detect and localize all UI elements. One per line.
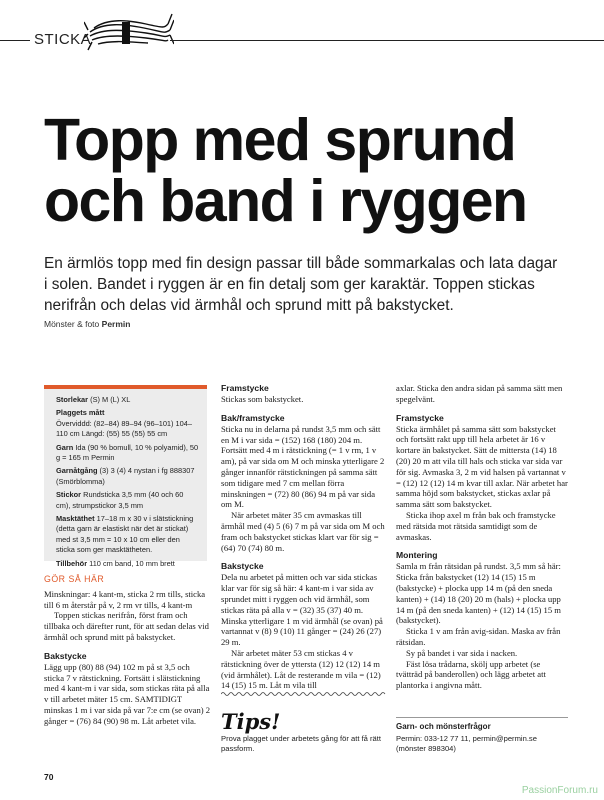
paragraph: axlar. Sticka den andra sidan på samma sätt men spegelvänt. xyxy=(396,383,563,404)
spec-label: Masktäthet xyxy=(56,514,95,524)
spec-item xyxy=(56,395,199,405)
yarn-skein-icon xyxy=(84,10,174,56)
page-number: 70 xyxy=(44,772,54,782)
spec-text: (S) M (L) XL xyxy=(90,395,131,404)
paragraph: Dela nu arbetet på mitten och var sida stickas klar var för sig så här: 4 kant-m i var sida av sprundet mitt i ryggen och vid ärmhål, som stickas räta på alla v = (32) 35 (37) 40 m. Minska ytterligare 1 m vid ärmhål (se ovan) på vartannat v (8) 9 (10) 11 gånger = (24) 26 (27) 29 m. xyxy=(221,572,383,648)
header-rule-left xyxy=(0,40,30,41)
spec-item xyxy=(56,408,199,439)
column-2 xyxy=(221,383,387,691)
paragraph: Sy på bandet i var sida i nacken. xyxy=(406,647,518,658)
subheading-framstycke: Framstycke xyxy=(221,383,269,393)
spec-label: Garnåtgång xyxy=(56,466,98,476)
spec-label: Plaggets mått xyxy=(56,408,105,418)
tips-title: Tips! xyxy=(221,709,281,734)
spec-label: Garn xyxy=(56,442,74,452)
paragraph: Lägg upp (80) 88 (94) 102 m på st 3,5 och sticka 7 v rätstickning. Fortsätt i slätstickning med 4 kant-m i var sida, som stickas räta på alla v till arbetet mäter 15 cm. SAMTIDIGT minskas 1 m i var sida på var 7:e cm (se ovan) 2 gånger = (76) 84 (90) 98 m. Låt arbetet vila. xyxy=(44,661,211,726)
specs-box xyxy=(44,385,207,568)
paragraph: Fäst lösa trådarna, skölj upp arbetet (se tvätträd på banderollen) och lägg arbetet att plantorka i angivna mått. xyxy=(396,658,546,691)
spec-label: Stickor xyxy=(56,490,82,500)
intro-text: En ärmlös topp med fin design passar till både sommarkalas och lata dagar i solen. Bandet i ryggen är en fin detalj som ger karaktär. Toppen stickas nerifrån och delas vid ärmhål och sprund mitt på bakstycket. xyxy=(44,255,558,314)
spec-text: Rundsticka 3,5 mm (40 och 60 cm), strumpstickor 3,5 mm xyxy=(56,490,184,510)
spec-item xyxy=(56,559,199,569)
column-3 xyxy=(396,383,568,691)
paragraph: Sticka 1 v am från avig-sidan. Maska av från rätsidan. xyxy=(396,626,561,647)
subheading-bakfram: Bak/framstycke xyxy=(221,412,285,423)
spec-item xyxy=(56,490,199,511)
credit xyxy=(44,319,130,329)
instructions-heading: GÖR SÅ HÄR xyxy=(44,574,105,584)
paragraph: Samla m från rätsidan på rundst. 3,5 mm så här: Sticka från bakstycket (12) 14 (15) 15 m (bakstycke) + plocka upp 14 m (på den sneda kanten) + (14) 18 (20) 20 m (hals) + plocka upp 14 m (på den sneda kanten) + (12) 14 (15) 15 m (bakstycket). xyxy=(396,561,561,626)
paragraph: Minskningar: 4 kant-m, sticka 2 rm tills, sticka till 6 m återstår på v, 2 rm vr tills, 4 kant-m xyxy=(44,588,206,610)
paragraph: Stickas som bakstycket. xyxy=(221,394,304,404)
spec-text: Ida (90 % bomull, 10 % polyamid), 50 g = 165 m Permin xyxy=(56,442,199,463)
spec-text: 110 cm band, 10 mm brett xyxy=(89,558,175,568)
column-1 xyxy=(44,574,212,727)
paragraph: När arbetet mäter 35 cm avmaskas till ärmhål med (4) 5 (6) 7 m på var sida om M och fram och bakstycket stickas klart var för sig = (64) 70 (74) 80 m. xyxy=(221,510,385,553)
spec-item xyxy=(56,443,199,464)
header-rule-right xyxy=(170,40,604,41)
paragraph: Sticka ärmhålet på samma sätt som bakstycket och fortsätt rakt upp till hela arbetet är 16 v kortare än bakstycket. Sätt de mittersta (14) 18 (20) 20 m att vila till hals och sticka var sida var för sig. Avmaska 3, 2 m vid halsen på vartannat v = (12) 12 (12) 14 m kvar till axlar. När arbetet har samma höjd som bakstycket, stickas axlar på samma sätt som bakstycket. xyxy=(396,423,568,510)
title-line-1: Topp med sprund xyxy=(44,107,516,173)
garn-box xyxy=(396,717,568,754)
spec-text: (3) 3 (4) 4 nystan i fg 888307 (Smörblomma) xyxy=(56,466,195,486)
spec-item xyxy=(56,514,199,556)
title-line-2: och band i ryggen xyxy=(44,168,527,234)
page-title xyxy=(44,107,584,234)
subheading-framstycke: Framstycke xyxy=(396,412,444,423)
spec-item xyxy=(56,466,199,487)
credit-label: Mönster & foto xyxy=(44,319,100,329)
subheading-bakstycke: Bakstycke xyxy=(221,561,264,572)
paragraph: Sticka nu in delarna på rundst 3,5 mm och sätt en M i var sida = (152) 168 (180) 204 m. Fortsätt med 4 m i rätstickning (= 1 v rm, 1 v am), på var sida om M och minska ytterligare 2 gånger innanför rätstickningen på samma sätt som tidigare med 7 cm mellan förra minskningen = (72) 80 (86) 94 m på var sida om M. xyxy=(221,423,385,510)
spec-text: 17–18 m x 30 v i slätstickning (detta garn är elastiskt när det är stickat) med st 3,5 mm = 10 x 10 cm eller den sticka som ger masktätheten. xyxy=(56,514,194,555)
watermark: PassionForum.ru xyxy=(521,785,598,796)
paragraph: Toppen stickas nerifrån, först fram och tillbaka och därefter runt, för att sedan delas vid ärmhål och sprund mitt på bakstycket. xyxy=(44,610,209,642)
spec-label: Tillbehör xyxy=(56,558,88,568)
spec-text: Överviddd: (82–84) 89–94 (96–101) 104–110 cm Längd: (55) 55 (55) 55 cm xyxy=(56,418,193,439)
garn-heading: Garn- och mönsterfrågor xyxy=(396,717,568,732)
paragraph: Sticka ihop axel m från bak och framstycke med rätsida mot rätsida samtidigt som de avmaskas. xyxy=(396,509,556,542)
subheading-montering: Montering xyxy=(396,550,438,561)
garn-text: Permin: 033-12 77 11, permin@permin.se (mönster 898304) xyxy=(396,734,537,753)
tips-text: Prova plagget under arbetets gång för att få rätt passform. xyxy=(221,734,381,753)
subheading-bakstycke: Bakstycke xyxy=(44,650,87,661)
section-label: STICKA xyxy=(34,31,92,48)
credit-name: Permin xyxy=(101,319,131,329)
spec-label: Storlekar xyxy=(56,395,89,404)
divider-wave-icon xyxy=(221,691,387,697)
paragraph: När arbetet mäter 53 cm stickas 4 v rätstickning över de yttersta (12) 12 (12) 14 m (vid ärmhålet). Låt de resterande m vila = (12) 14 (15) 15 m. Låt m vila till xyxy=(221,647,381,691)
